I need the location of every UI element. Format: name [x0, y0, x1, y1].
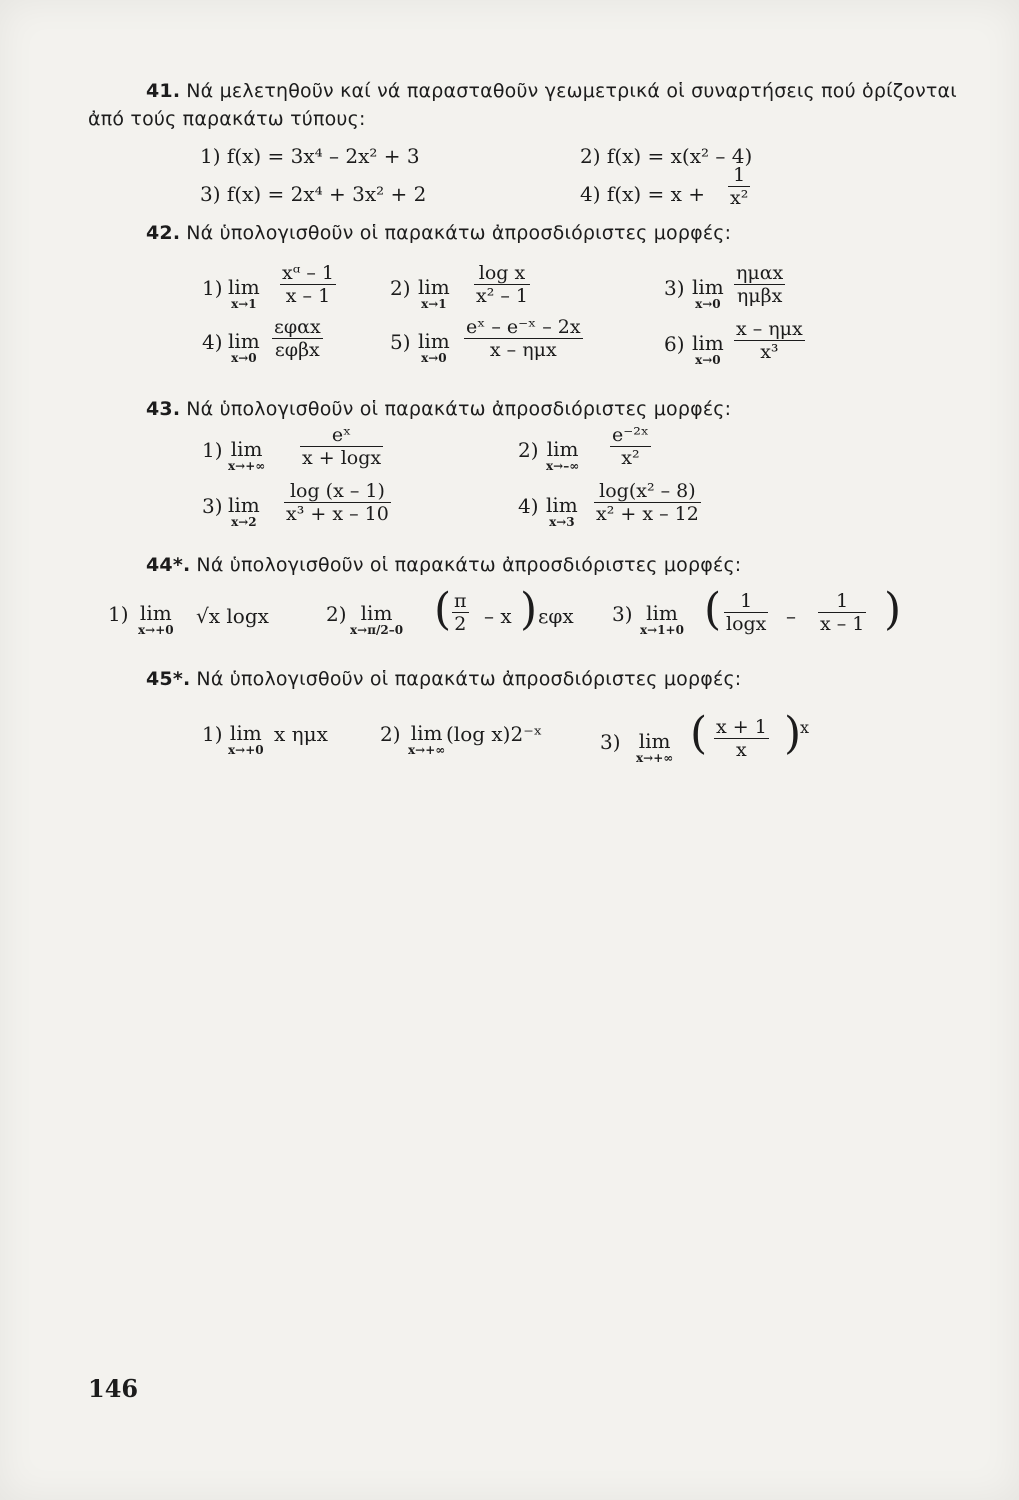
- q43-frac-3: $\frac{\log (x - 1)}{\text{x³ + x – 10}}$: [286, 480, 389, 525]
- q41-item-4: 4) f(x) = x +: [580, 182, 706, 206]
- q42-frac-1: $\frac{\text{xᵅ – 1}}{x - 1}$: [282, 262, 334, 307]
- q43-heading: 43. Νά ὑπολογισθοῦν οἱ παρακάτω ἀπροσδιόριστες μορφές:: [146, 398, 732, 420]
- page-number: 146: [88, 1374, 139, 1403]
- q44-pi-over-2: $\frac{\pi}{2}$: [454, 590, 467, 635]
- q42-lim-3: lim x→0: [692, 275, 724, 311]
- q41-text-line2: ἀπό τούς παρακάτω τύπους:: [88, 108, 366, 130]
- q45-open-paren-3: (: [690, 708, 708, 759]
- q44-open-paren-2: (: [434, 584, 452, 635]
- q44-frac-3b: $\frac{1}{x - 1}$: [820, 590, 865, 635]
- q45-heading: 45*. Νά ὑπολογισθοῦν οἱ παρακάτω ἀπροσδιόριστες μορφές:: [146, 668, 742, 690]
- q45-lim-1: lim x→+0: [228, 721, 264, 757]
- q44-frac-3a: $\frac{1}{\log x}$: [726, 590, 767, 635]
- q43-label-3: 3): [202, 494, 223, 518]
- q45-lim-2: lim x→+∞: [408, 721, 446, 757]
- q45-expr-1: x ημx: [274, 722, 328, 746]
- q44-expr-2-rest: – x: [484, 604, 512, 628]
- q44-minus-3: –: [786, 604, 796, 628]
- q42-frac-4: εφαx εφβx: [274, 316, 321, 361]
- q45-label-3: 3): [600, 730, 621, 754]
- q42-label-4: 4): [202, 330, 223, 354]
- q43-label-2: 2): [518, 438, 539, 462]
- q42-lim-6: lim x→0: [692, 331, 724, 367]
- q43-frac-4: $\frac{\text{log(x² – 8)}}{\text{x² + x – 12}}$: [596, 480, 699, 525]
- q41-number: 41.: [146, 80, 181, 102]
- q42-lim-4: lim x→0: [228, 329, 260, 365]
- q42-label-6: 6): [664, 332, 685, 356]
- q44-label-1: 1): [108, 602, 129, 626]
- q41-item-3: 3) f(x) = 2x⁴ + 3x² + 2: [200, 182, 427, 206]
- q42-heading: 42. Νά ὑπολογισθοῦν οἱ παρακάτω ἀπροσδιόριστες μορφές:: [146, 222, 732, 244]
- q44-expr-2-tail: εφx: [538, 604, 574, 628]
- q42-frac-3: ημαx ημβx: [736, 262, 784, 307]
- q42-lim-2: lim x→1: [418, 275, 450, 311]
- q44-lim-2: lim x→π/2–0: [350, 601, 404, 637]
- q44-expr-1: √x logx: [196, 604, 269, 628]
- q45-lim-3: lim x→+∞: [636, 729, 674, 765]
- q43-number: 43.: [146, 398, 181, 420]
- q45-frac-3: $\frac{x + 1}{x}$: [716, 716, 767, 761]
- q42-lim-5: lim x→0: [418, 329, 450, 365]
- q43-label-1: 1): [202, 438, 223, 462]
- q42-frac-2: $\frac{\text{log x}}{\text{x² – 1}}$: [476, 262, 528, 307]
- q45-number: 45*.: [146, 668, 191, 690]
- q45-label-1: 1): [202, 722, 223, 746]
- q43-lim-4: lim x→3: [546, 493, 578, 529]
- q44-label-2: 2): [326, 602, 347, 626]
- q45-expr-2: (log x)2⁻ˣ: [446, 722, 543, 746]
- q44-heading: 44*. Νά ὑπολογισθοῦν οἱ παρακάτω ἀπροσδιόριστες μορφές:: [146, 554, 742, 576]
- q41-item-4-fraction: $\frac{1}{\text{x²}}$: [730, 164, 749, 209]
- q42-label-1: 1): [202, 276, 223, 300]
- q41-text-line1: 41. Νά μελετηθοῦν καί νά παρασταθοῦν γεωμετρικά οἱ συναρτήσεις πού ὁρίζονται: [146, 80, 957, 102]
- q43-label-4: 4): [518, 494, 539, 518]
- q44-close-paren-2: ): [520, 584, 538, 635]
- q42-label-3: 3): [664, 276, 685, 300]
- q41-item-1: 1) f(x) = 3x⁴ – 2x² + 3: [200, 144, 420, 168]
- q44-number: 44*.: [146, 554, 191, 576]
- q44-label-3: 3): [612, 602, 633, 626]
- q43-lim-3: lim x→2: [228, 493, 260, 529]
- q42-label-2: 2): [390, 276, 411, 300]
- q42-frac-6: x – ημx x³: [736, 318, 803, 363]
- q42-label-5: 5): [390, 330, 411, 354]
- q42-frac-5: eˣ – e⁻ˣ – 2x x – ημx: [466, 316, 581, 361]
- q43-lim-1: lim x→+∞: [228, 437, 266, 473]
- q43-frac-2: $\frac{\text{e⁻²ˣ}}{\text{x²}}$: [612, 424, 649, 469]
- q43-lim-2: lim x→–∞: [546, 437, 580, 473]
- q41-item-2: 2) f(x) = x(x² – 4): [580, 144, 753, 168]
- q44-open-paren-3: (: [704, 584, 722, 635]
- q44-close-paren-3: ): [884, 584, 902, 635]
- q43-frac-1: $\frac{\text{eˣ}}{x + \log x}$: [302, 424, 382, 469]
- q45-label-2: 2): [380, 722, 401, 746]
- q44-lim-1: lim x→+0: [138, 601, 174, 637]
- q42-lim-1: lim x→1: [228, 275, 260, 311]
- q44-lim-3: lim x→1+0: [640, 601, 684, 637]
- q45-exponent-3: x: [800, 718, 810, 737]
- q45-close-paren-3: ): [784, 708, 802, 759]
- q42-number: 42.: [146, 222, 181, 244]
